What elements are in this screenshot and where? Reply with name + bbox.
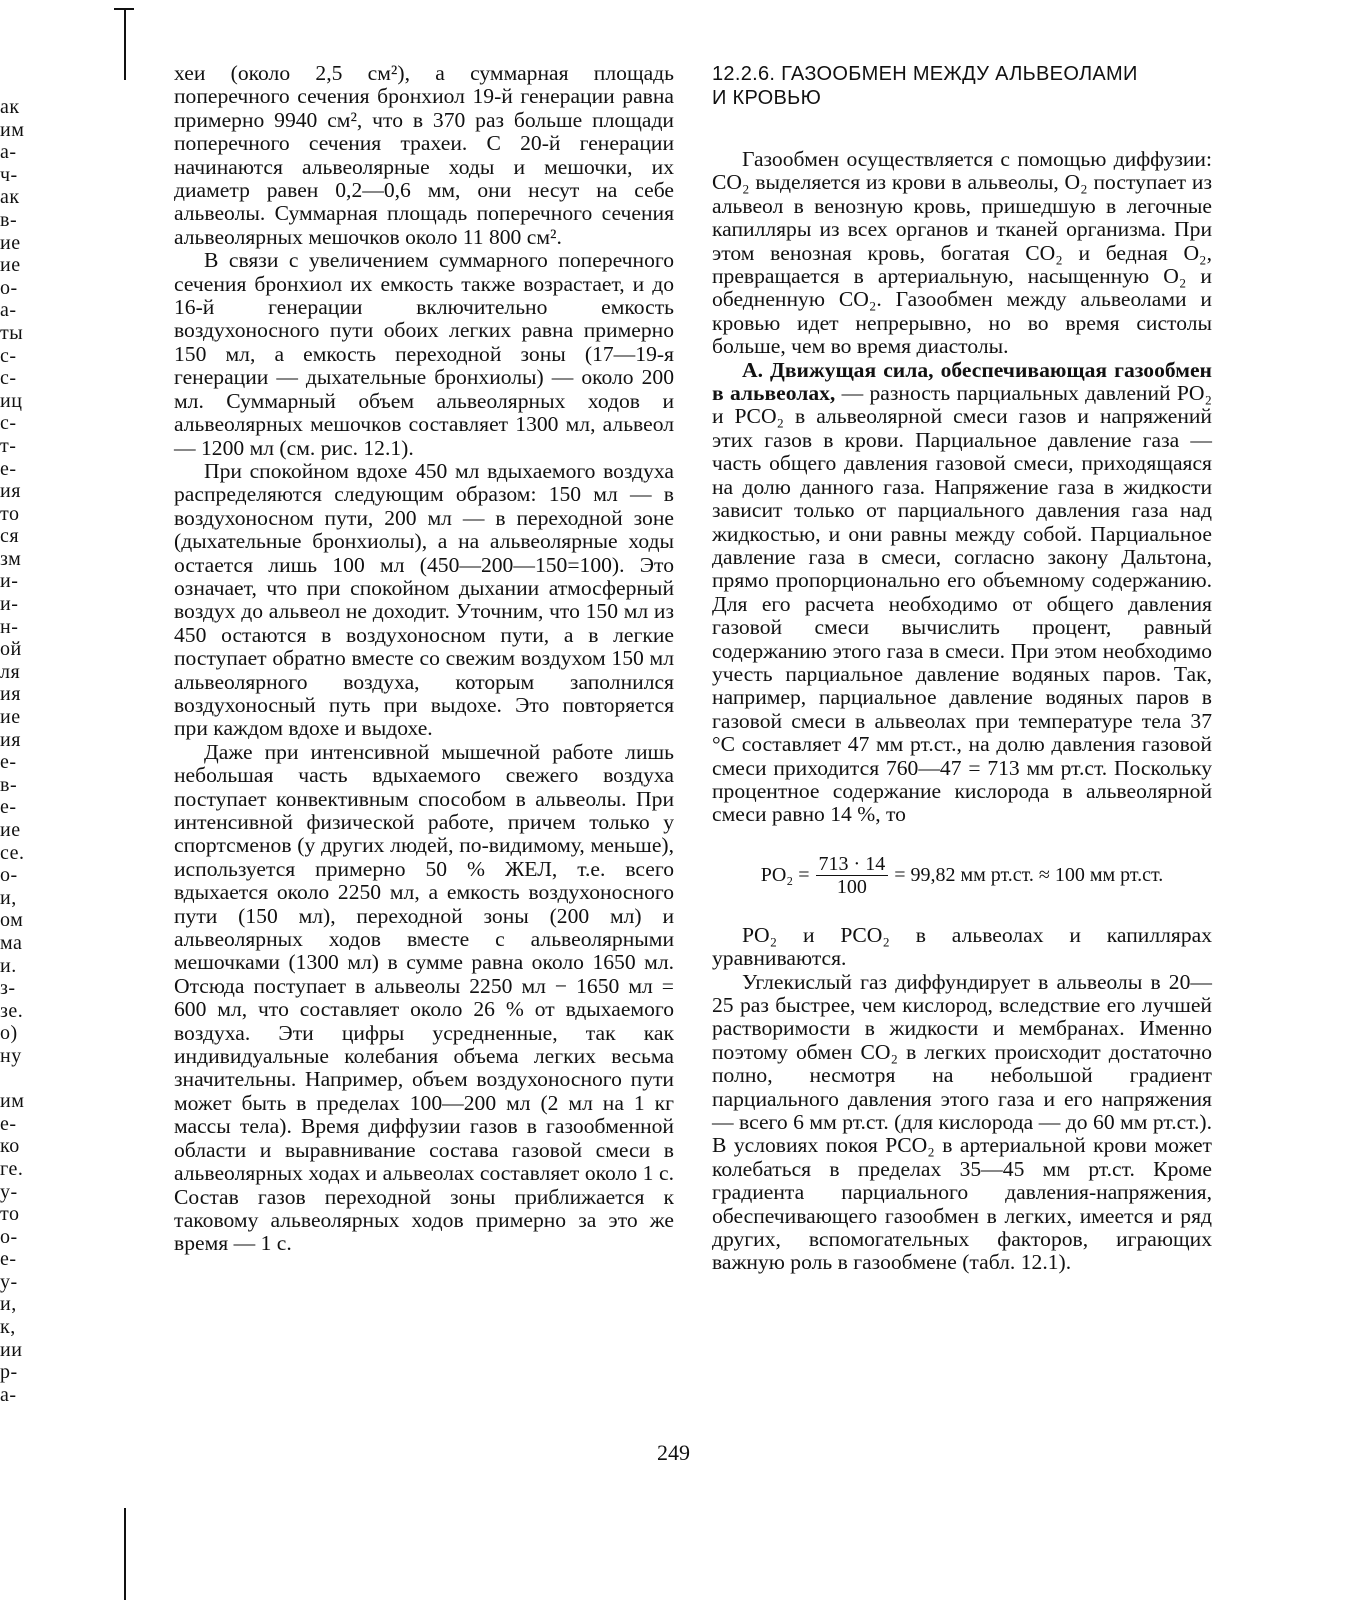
gutter-fragment: ие [0, 231, 21, 254]
page-number: 249 [657, 1440, 690, 1465]
gutter-fragment: е- [0, 1248, 17, 1271]
gutter-fragment: ия [0, 683, 21, 706]
gutter-fragment: и- [0, 593, 19, 616]
gutter-fragment: о) [0, 1022, 18, 1045]
gutter-fragment: р- [0, 1361, 18, 1384]
gutter-fragment: у- [0, 1270, 18, 1293]
gutter-fragment: ия [0, 728, 21, 751]
gutter-fragment: ом [0, 909, 24, 932]
gutter-fragment: в- [0, 208, 18, 231]
gutter-fragment: е- [0, 751, 17, 774]
left-column [174, 62, 674, 1256]
right-column [712, 62, 1212, 1275]
gutter-fragment: ия [0, 480, 21, 503]
gutter-fragment: ся [0, 525, 20, 548]
right-paragraph-1: Газообмен осуществляется с помощью диффузии: CO₂ выделяется из крови в альвеолы, O₂ поступает из альвеол в венозную кровь, пришедшую в легочные капилляры из всех органов и тканей организма. При этом венозная кровь, богатая CO₂ и бедная O₂, превращается в артериальную, насыщенную O₂ и обедненную CO₂. Газообмен между альвеолами и кровью идет непрерывно, но во время систолы больше, чем во время диастолы. [712, 147, 1212, 359]
gutter-fragment: ие [0, 706, 21, 729]
formula-rhs: = 99,82 мм рт.ст. ≈ 100 мм рт.ст. [894, 864, 1164, 887]
gutter-fragment: о- [0, 864, 18, 887]
gutter-fragment: ой [0, 638, 22, 661]
gutter-fragment: ие [0, 819, 21, 841]
left-paragraph-3: При спокойном вдохе 450 мл вдыхаемого воздуха распределяются следующим образом: 150 мл — в воздухоносном пути, 200 мл — в переходной зоне (дыхательные бронхиолы), а на альвеолярные ходы остается лишь 100 мл (450—200—150=100). Это означает, что при спокойном дыхании атмосферный воздух до альвеол не доходит. Уточним, что 150 мл из 450 остаются в воздухоносном пути, а в легкие поступает обратно вместе со свежим воздухом 150 мл альвеолярного воздуха, которым заполнился воздухоносный путь при выдохе. Это повторяется при каждом вдохе и выдохе. [174, 458, 674, 741]
section-heading-line-2: И КРОВЬЮ [712, 87, 822, 109]
gutter-fragment: с- [0, 412, 17, 435]
gutter-fragment: ля [0, 660, 21, 683]
gutter-fragment: ко [0, 1135, 20, 1158]
gutter-fragment: о- [0, 276, 18, 299]
gutter-fragment: т- [0, 434, 17, 457]
section-heading-line-1: 12.2.6. ГАЗООБМЕН МЕЖДУ АЛЬВЕОЛАМИ [712, 63, 1138, 85]
gutter-fragment: с- [0, 367, 17, 390]
gutter-fragment: и, [0, 1293, 17, 1316]
gutter-fragment: се. [0, 841, 25, 864]
gutter-fragment: ге. [0, 1157, 24, 1180]
top-margin-rule-cap [114, 8, 134, 10]
gutter-fragment: у- [0, 1180, 18, 1203]
gutter-fragment: а- [0, 299, 17, 322]
gutter-fragment: то [0, 502, 20, 525]
right-paragraph-3: PO₂ и PCO₂ в альвеолах и капиллярах уравниваются. [712, 922, 1212, 971]
gutter-fragment: е- [0, 796, 17, 819]
gutter-fragment: и- [0, 570, 19, 593]
gutter-fragment: а- [0, 1383, 17, 1406]
gutter-fragment: с- [0, 344, 17, 367]
gutter-fragment: ч- [0, 163, 18, 186]
formula-fraction [816, 853, 889, 898]
gutter-fragment: ак [0, 186, 20, 209]
bottom-margin-rule [124, 1508, 126, 1600]
formula-lhs: PO₂ = [760, 864, 810, 887]
paragraph-body: — разность парциальных давлений PO₂ и PCO₂ в альвеолярной смеси газов и напряжений этих газов в крови. Парциальное давление газа — часть общего давления газовой смеси, приходящаяся на долю данного газа. Напряжение газа в жидкости зависит только от парциального давления газа над жидкостью, и они равны между собой. Парциальное давление газа в смеси, согласно закону Дальтона, прямо пропорционально его объемному содержанию. Для его расчета необходимо от общего давления газовой смеси вычислить процент, равный содержанию этого газа в смеси. При этом необходимо учесть парциальное давление водяных паров. Так, например, парциальное давление водяных паров в газовой смеси в альвеолах при температуре тела 37 °С составляет 47 мм рт.ст., на долю давления газовой смеси приходится 760—47 = 713 мм рт.ст. Поскольку процентное содержание кислорода в альвеолярной смеси равно 14 %, то [712, 381, 1212, 827]
top-margin-rule [124, 8, 126, 80]
gutter-fragment: зе. [0, 999, 24, 1022]
po2-formula [712, 853, 1212, 898]
gutter-fragment: в- [0, 773, 18, 796]
left-paragraph-2: В связи с увеличением суммарного поперечного сечения бронхиол их емкость также возрастает, и до 16-й генерации включительно емкость воздухоносного пути обоих легких равна примерно 150 мл, а емкость переходной зоны (17—19-я генерации — дыхательные бронхиолы) — около 200 мл. Суммарный объем альвеолярных ходов и альвеолярных мешочков составляет 1300 мл, альвеол — 1200 мл (см. рис. 12.1). [174, 248, 674, 460]
gutter-fragment: ак [0, 96, 20, 118]
section-heading [712, 62, 1212, 110]
right-paragraph-4: Углекислый газ диффундирует в альвеолы в 20—25 раз быстрее, чем кислород, вследствие его лучшей растворимости в жидкости и мембранах. Именно поэтому обмен CO₂ в легких происходит достаточно полно, несмотря на небольшой градиент парциального давления этого газа и его напряжения — всего 6 мм рт.ст. (для кислорода — до 60 мм рт.ст.). В условиях покоя PCO₂ в артериальной крови может колебаться в пределах 35—45 мм рт.ст. Кроме градиента парциального давления-напряжения, обеспечивающего газообмен в легких, имеется и ряд других, вспомогательных факторов, играющих важную роль в газообмене (табл. 12.1). [712, 969, 1212, 1275]
left-paragraph-4: Даже при интенсивной мышечной работе лишь небольшая часть вдыхаемого свежего воздуха поступает конвективным способом в альвеолы. При интенсивной физической работе, причем только у спортсменов (у других людей, по-видимому, меньше), используется примерно 50 % ЖЕЛ, т.е. всего вдыхается около 2250 мл, а емкость воздухоносного пути (150 мл), переходной зоны (200 мл) и альвеолярных ходов вместе с альвеолярными мешочками (1300 мл) в сумме равна около 1650 мл. Отсюда поступает в альвеолы 2250 мл − 1650 мл = 600 мл, что составляет около 26 % от вдыхаемого воздуха. Эти цифры усредненные, так как индивидуальные колебания объема легких весьма значительны. Например, объем воздухоносного пути может быть в пределах 100—200 мл (2 мл на 1 кг массы тела). Время диффузии газов в газообменной области и выравнивание состава газовой смеси в альвеолярных ходах и альвеолах составляет около 1 с. Состав газов переходной зоны приближается к таковому альвеолярных ходов примерно за это же время — 1 с. [174, 739, 674, 1256]
adjacent-page-fragment [0, 96, 60, 1406]
gutter-fragment: и, [0, 886, 17, 909]
left-paragraph-1: хеи (около 2,5 см²), а суммарная площадь поперечного сечения бронхиол 19-й генерации равна примерно 9940 см², что в 370 раз больше площади поперечного сечения трахеи. С 20-й генерации начинаются альвеолярные ходы и мешочки, их диаметр равен 0,2—0,6 мм, они несут на себе альвеолы. Суммарная площадь поперечного сечения альвеолярных мешочков около 11 800 см². [174, 61, 674, 249]
gutter-fragment: н- [0, 615, 19, 638]
gutter-fragment: ну [0, 1044, 22, 1067]
right-paragraph-2 [712, 359, 1212, 827]
gutter-fragment: о- [0, 1225, 18, 1248]
formula-denominator: 100 [836, 875, 867, 898]
gutter-fragment: то [0, 1203, 20, 1226]
gutter-fragment: к, [0, 1316, 16, 1339]
gutter-fragment: ие [0, 254, 21, 277]
gutter-fragment: ма [0, 931, 23, 954]
gutter-fragment: а- [0, 141, 17, 164]
gutter-fragment: им [0, 118, 25, 141]
gutter-fragment: и. [0, 954, 17, 977]
gutter-fragment: зм [0, 547, 22, 570]
gutter-fragment: е- [0, 457, 17, 480]
gutter-fragment: ии [0, 1338, 23, 1361]
gutter-fragment: з- [0, 977, 16, 1000]
gutter-fragment: иц [0, 389, 23, 412]
formula-numerator: 713 · 14 [816, 853, 889, 876]
paragraph-lead-bold: А. Движущая сила, обеспечивающая газообмен в альвеолах, [712, 357, 1212, 406]
gutter-fragment: ты [0, 321, 24, 344]
gutter-fragment: им [0, 1090, 25, 1113]
gutter-fragment: е- [0, 1112, 17, 1135]
